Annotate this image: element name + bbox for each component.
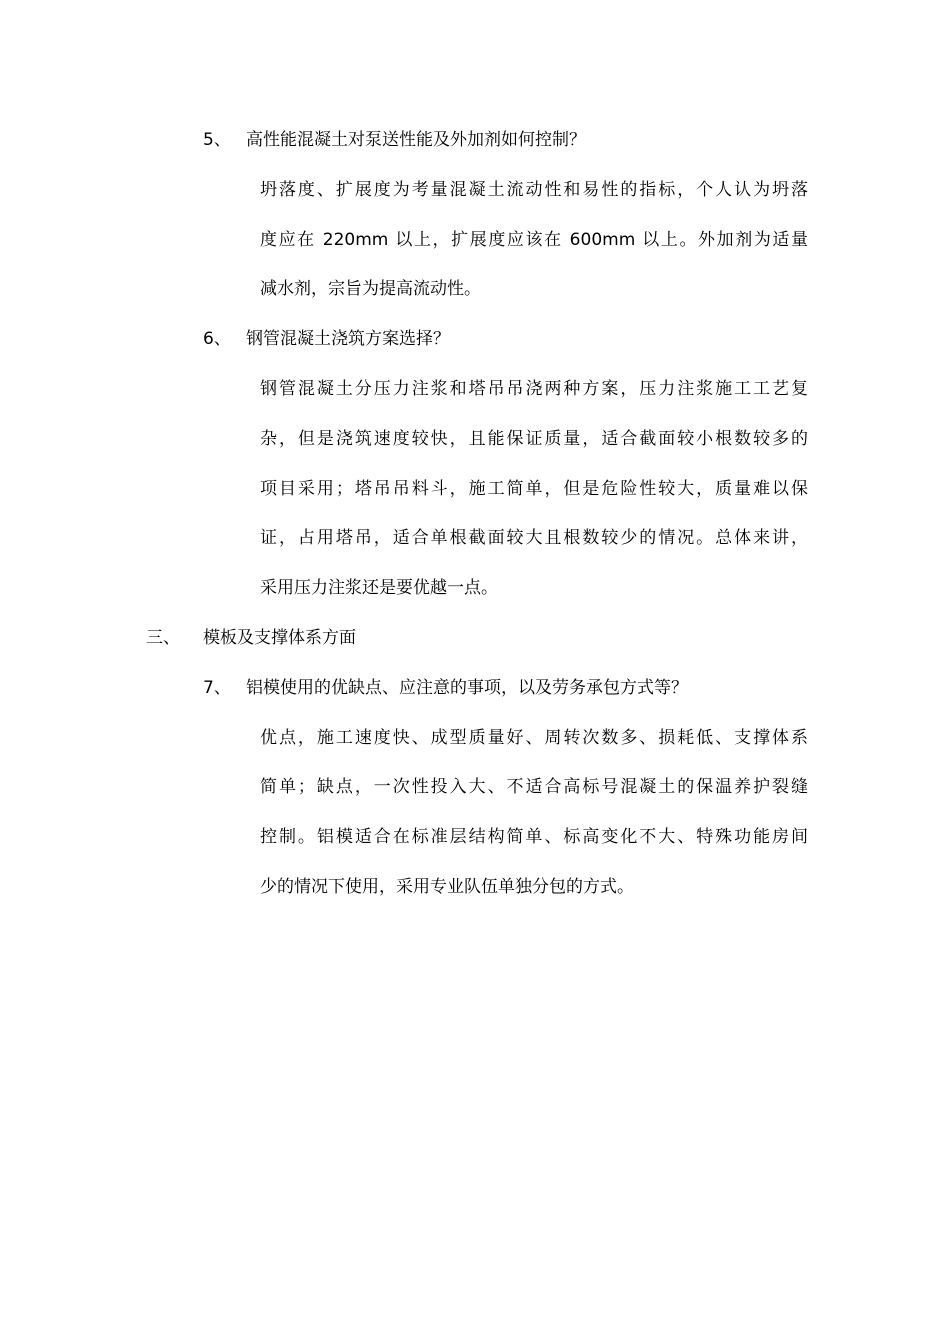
item-question: 高性能混凝土对泵送性能及外加剂如何控制？ bbox=[246, 130, 586, 150]
section-title: 模板及支撑体系方面 bbox=[203, 628, 356, 648]
answer-line: 杂，但是浇筑速度较快，且能保证质量，适合截面较小根数较多的 bbox=[260, 429, 808, 449]
answer-line: 控制。铝模适合在标准层结构简单、标高变化不大、特殊功能房间 bbox=[260, 827, 808, 847]
answer-line: 钢管混凝土分压力注浆和塔吊吊浇两种方案，压力注浆施工工艺复 bbox=[260, 379, 808, 399]
answer-line: 减水剂，宗旨为提高流动性。 bbox=[260, 279, 481, 299]
answer-line: 坍落度、扩展度为考量混凝土流动性和易性的指标，个人认为坍落 bbox=[260, 180, 808, 200]
answer-line: 简单；缺点，一次性投入大、不适合高标号混凝土的保温养护裂缝 bbox=[260, 777, 808, 797]
answer-line: 少的情况下使用，采用专业队伍单独分包的方式。 bbox=[260, 877, 634, 897]
answer-line: 证，占用塔吊，适合单根截面较大且根数较少的情况。总体来讲， bbox=[260, 528, 808, 548]
item-number: 5、 bbox=[203, 130, 231, 150]
section-number: 三、 bbox=[146, 628, 180, 648]
answer-line: 采用压力注浆还是要优越一点。 bbox=[260, 578, 498, 598]
item-question: 钢管混凝土浇筑方案选择？ bbox=[246, 329, 450, 349]
item-question: 铝模使用的优缺点、应注意的事项，以及劳务承包方式等？ bbox=[246, 678, 688, 698]
item-number: 7、 bbox=[203, 678, 231, 698]
answer-line: 度应在 220mm 以上，扩展度应该在 600mm 以上。外加剂为适量 bbox=[260, 230, 808, 250]
item-number: 6、 bbox=[203, 329, 231, 349]
answer-line: 优点，施工速度快、成型质量好、周转次数多、损耗低、支撑体系 bbox=[260, 728, 808, 748]
answer-line: 项目采用；塔吊吊料斗，施工简单，但是危险性较大，质量难以保 bbox=[260, 479, 808, 499]
